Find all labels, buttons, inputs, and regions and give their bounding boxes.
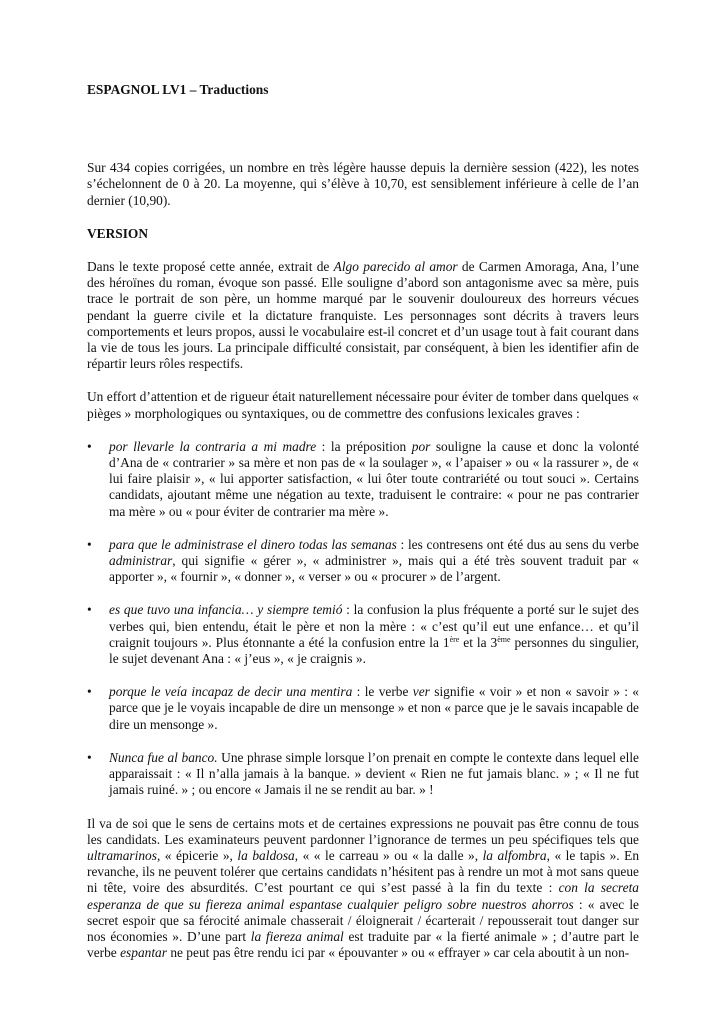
pitfalls-list [87, 439, 639, 799]
list-item: • Nunca fue al banco. Une phrase simple lorsque l’on prenait en compte le contexte dans lequel elle apparaissait : « Il n’alla jamais à la banque. » devient « Rien ne fut jamais blanc. » ; « Il ne fut jamais ruiné. » ; ou encore « Jamais il ne se rendit au bar. » ! [87, 749, 639, 798]
version-paragraph-3: Il va de soi que le sens de certains mots et de certaines expressions ne pouvait pas être connu de tous les candidats. Les examinateurs peuvent pardonner l’ignorance de termes un peu spécifiques tels que ultramarinos, « épicerie », la baldosa, « « le carreau » ou « la dalle », la alfombra, « le tapis ». En revanche, ils ne peuvent tolérer que certains candidats n’hésitent pas à rendre un mot à mot sans queue ni tête, voire des absurdités. C’est pourtant ce qui s’est passé à la fin du texte : con la secreta esperanza de que su fiereza animal espantase cualquier peligro sobre nuestros ahorros : « avec le secret espoir que sa férocité animale chasserait / éloignerait / écarterait / repousserait tout danger sur nos économies ». D’une part la fiereza animal est traduite par « la fierté animale » ; d’autre part le verbe espantar ne peut pas être rendu ici par « épouvanter » ou « effrayer » car cela aboutit à un non- [87, 815, 640, 961]
intro-paragraph: Sur 434 copies corrigées, un nombre en très légère hausse depuis la dernière session (422), les notes s’échelonnent de 0 à 20. La moyenne, qui s’élève à 10,70, est sensiblement inférieure à celle de l’an dernier (10,90). [87, 160, 639, 208]
bullet-icon: • [87, 684, 92, 700]
list-item: • por llevarle la contraria a mi madre : la préposition por souligne la cause et donc la volonté d’Ana de « contrarier » sa mère et non pas de « la soulager », « l’apaiser » ou « la rassurer », de « lui faire plaisir », « lui apporter satisfaction, « lui ôter toute contrariété ou tout souci ». Certains candidats, ajoutant même une négation au texte, traduisent le contraire: « pour ne pas contrarier ma mère » ou « pour éviter de contrarier ma mère ». [87, 438, 640, 519]
version-paragraph-2: Un effort d’attention et de rigueur était naturellement nécessaire pour éviter de tomber dans quelques « pièges » morphologiques ou syntaxiques, ou de commettre des confusions lexicales graves : [87, 389, 639, 421]
bullet-icon: • [87, 536, 92, 552]
bullet-icon: • [87, 749, 92, 765]
list-item: • para que le administrase el dinero todas las semanas : les contresens ont été dus au sens du verbe administrar, qui signifie « gérer », « administrer », mais qui a été très souvent traduit par « apporter », « fournir », « donner », « verser » ou « procurer » de l’argent. [87, 536, 639, 585]
bullet-icon: • [87, 438, 92, 454]
list-item: • es que tuvo una infancia… y siempre temió : la confusion la plus fréquente a porté sur le sujet des verbes qui, bien entendu, était le père et non la mère : « c’est qu’il eut une enfance… et qu’il craignit toujours ». Plus étonnante a été la confusion entre la 1ère et la 3ème personnes du singulier, le sujet devenant Ana : « j’eus », « je craignis ». [87, 602, 639, 667]
document-page [87, 82, 639, 961]
document-title: ESPAGNOL LV1 – Traductions [87, 82, 269, 97]
section-heading-version: VERSION [87, 225, 149, 241]
bullet-icon: • [87, 602, 92, 618]
list-item: • porque le veía incapaz de decir una mentira : le verbe ver signifie « voir » et non « savoir » : « parce que je le voyais incapable de dire un mensonge » et non « parce que je le savais incapable de dire un mensonge ». [87, 684, 639, 732]
book-title: Algo parecido al amor [333, 259, 458, 275]
version-paragraph-1: Dans le texte proposé cette année, extrait de Algo parecido al amor de Carmen Amoraga, Ana, l’une des héroïnes du roman, évoque son passé. Elle souligne d’abord son antagonisme avec sa mère, puis trace le portrait de son père, un homme marqué par le souvenir douloureux des horreurs vécues pendant la guerre civile et la dictature franquiste. Les personnages sont décrits à travers leurs comportements et leurs propos, aussi le vocabulaire est-il concret et d’un usage tout à fait courant dans la vie de tous les jours. La principale difficulté consistait, par conséquent, à bien les identifier afin de répartir leurs rôles respectifs. [87, 259, 639, 372]
